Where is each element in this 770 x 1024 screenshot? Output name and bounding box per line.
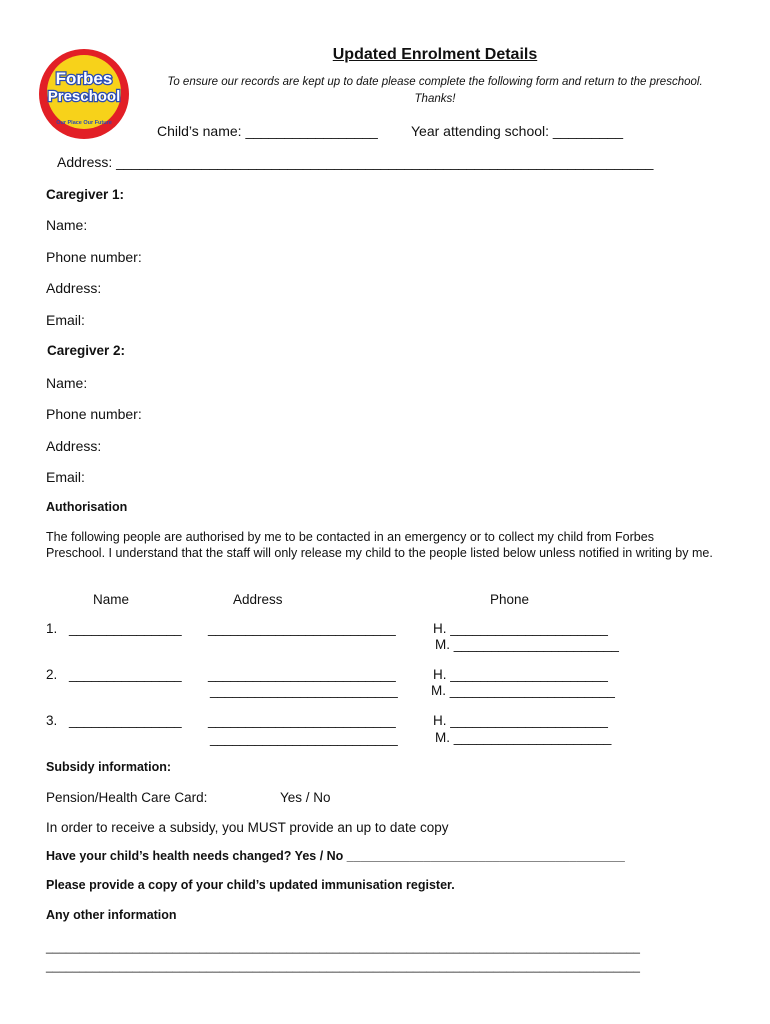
caregiver1-name-label: Name: xyxy=(46,217,88,233)
row1-name-field[interactable]: _______________ xyxy=(69,621,182,636)
childs-name-field[interactable]: Child’s name: _________________ xyxy=(157,123,378,139)
other-info-line-1[interactable]: _________________________________________________________________________________________ xyxy=(46,940,640,954)
page-title: Updated Enrolment Details xyxy=(332,46,538,63)
row3-number: 3. xyxy=(46,713,58,728)
row1-home-phone-field[interactable]: H. _____________________ xyxy=(433,621,608,636)
row3-home-phone-field[interactable]: H. _____________________ xyxy=(433,713,608,728)
logo-line2: Preschool xyxy=(47,88,121,105)
authorisation-text: The following people are authorised by me to be contacted in an emergency or to collect my child from Forbes Preschool. I understand that the staff will only release my child to the people listed below unless notified in writing by me. xyxy=(46,530,713,560)
logo-line1: Forbes xyxy=(55,69,113,88)
row2-home-phone-field[interactable]: H. _____________________ xyxy=(433,667,608,682)
immunisation-request: Please provide a copy of your child’s updated immunisation register. xyxy=(46,878,455,892)
row2-name-field[interactable]: _______________ xyxy=(69,667,182,682)
authorisation-heading: Authorisation xyxy=(46,500,128,514)
row3-mobile-phone-field[interactable]: M. _____________________ xyxy=(435,730,612,745)
pension-card-label: Pension/Health Care Card: xyxy=(46,790,208,805)
row3-address-field[interactable]: _________________________ xyxy=(208,713,396,728)
row2-address-line2-field[interactable]: _________________________ xyxy=(210,683,398,698)
subsidy-note: In order to receive a subsidy, you MUST provide an up to date copy xyxy=(46,820,449,835)
caregiver1-heading: Caregiver 1: xyxy=(46,187,125,202)
caregiver2-heading: Caregiver 2: xyxy=(47,343,126,358)
caregiver2-email-label: Email: xyxy=(46,469,85,485)
caregiver2-phone-label: Phone number: xyxy=(46,406,142,422)
caregiver1-email-label: Email: xyxy=(46,312,85,328)
row3-address-line2-field[interactable]: _________________________ xyxy=(210,731,398,746)
pension-card-yes-no[interactable]: Yes / No xyxy=(280,790,331,805)
row2-number: 2. xyxy=(46,667,58,682)
column-address-header: Address xyxy=(233,592,283,607)
caregiver2-address-label: Address: xyxy=(46,438,102,454)
row1-address-field[interactable]: _________________________ xyxy=(208,621,396,636)
health-needs-question[interactable]: Have your child’s health needs changed? Yes / No ________________________________________ xyxy=(46,849,625,863)
row2-mobile-phone-field[interactable]: M. ______________________ xyxy=(431,683,615,698)
other-info-line-2[interactable]: _________________________________________________________________________________________ xyxy=(46,959,640,973)
row2-address-field[interactable]: _________________________ xyxy=(208,667,396,682)
other-info-heading: Any other information xyxy=(46,908,177,922)
subsidy-heading: Subsidy information: xyxy=(46,760,171,774)
caregiver1-phone-label: Phone number: xyxy=(46,249,142,265)
row1-mobile-phone-field[interactable]: M. ______________________ xyxy=(435,637,619,652)
column-name-header: Name xyxy=(93,592,130,607)
row3-name-field[interactable]: _______________ xyxy=(69,713,182,728)
caregiver2-name-label: Name: xyxy=(46,375,88,391)
row1-number: 1. xyxy=(46,621,58,636)
intro-text: To ensure our records are kept up to date please complete the following form and return to the preschool. Thanks! xyxy=(167,76,703,105)
logo-tagline: Our Place Our Future xyxy=(56,120,112,126)
year-attending-field[interactable]: Year attending school: _________ xyxy=(411,123,623,139)
caregiver1-address-label: Address: xyxy=(46,280,102,296)
child-address-field[interactable]: Address: _____________________________________________________________________ xyxy=(57,154,654,170)
column-phone-header: Phone xyxy=(490,592,530,607)
